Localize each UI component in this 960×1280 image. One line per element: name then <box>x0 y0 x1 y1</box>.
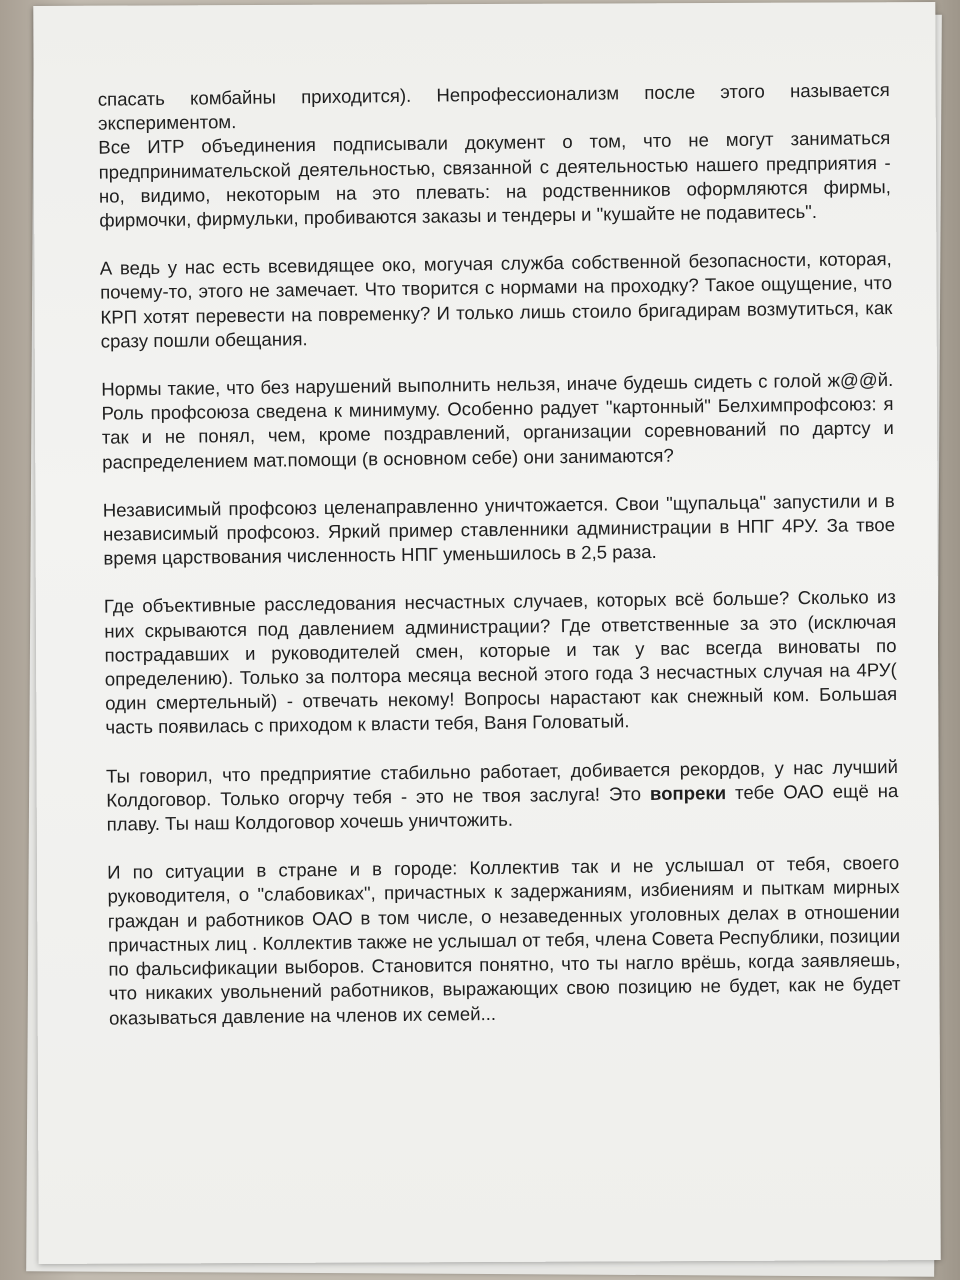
emphasized-word: вопреки <box>649 781 727 804</box>
paragraph-text: Нормы такие, что без нарушений выполнить нельзя, иначе будешь сидеть с голой ж@@й. Роль профсоюза сведена к минимуму. Особенно радует "картонный" Белхимпрофсоюз: я так и не понял, чем, кроме поздравлений, организации соревнований по дартсу и распределением мат.помощи (в основном себе) они занимаются? <box>101 369 894 473</box>
paragraph <box>101 368 894 474</box>
paragraph-text: Где объективные расследования несчастных случаев, которых всё больше? Сколько из них скрываются под давлением администрации? Где ответственные за это (исключая пострадавших и руководителей смен, которые и так у вас всегда виноваты по определению). Только за полтора месяца весной этого года 3 несчастных случая на 4РУ( один смертельный) - отвечать некому! Вопросы нарастают как снежный ком. Большая часть появилась с приходом к власти тебя, Ваня Головатый. <box>103 586 898 739</box>
paragraph <box>104 585 898 740</box>
paragraph-text: Все ИТР объединения подписывали документ о том, что не могут заниматься предпринимательской деятельностью, связанной с деятельностью нашего предприятия - но, видимо, некоторым на это плевать: на родственников оформляются фирмы, фирмочки, фирмульки, пробиваются заказы и тендеры и "кушайте не подавитесь". <box>98 127 892 231</box>
paragraph <box>98 126 891 232</box>
paragraph-text: А ведь у нас есть всевидящее око, могучая служба собственной безопасности, которая, почему-то, этого не замечает. Что творится с нормами на проходку? Такое ощущение, что КРП хотят перевести на повременку? И только лишь стоило бригадирам возмутиться, как сразу пошли обещания. <box>99 248 893 352</box>
paper-sheet <box>33 2 940 1264</box>
paragraph <box>106 755 899 837</box>
paragraph-text: тебе ОАО ещё на плаву. Ты наш Колдоговор хочешь уничтожить. <box>106 779 899 835</box>
paragraph-text: Независимый профсоюз целенаправленно уничтожается. Свои "щупальца" запустили и в независимый профсоюз. Яркий пример ставленники администрации в НПГ 4РУ. За твое время царствования численность НПГ уменьшилось в 2,5 раза. <box>102 489 896 569</box>
paragraph-text: И по ситуации в стране и в городе: Коллектив так и не услышал от тебя, своего руководителя, о "слабовиках", причастных к задержаниям, избиениям и пыткам мирных граждан и работников ОАО в том числе, о незаведенных уголовных делах в отношении причастных лиц . Коллектив также не услышал от тебя, члена Совета Республики, позиции по фальсификации выборов. Становится понятно, что ты нагло врёшь, когда заявляешь, что никаких увольнений работников, выражающих свою позицию не будет, как не будет оказываться давление на членов их семей... <box>107 852 901 1029</box>
paragraph <box>100 247 893 353</box>
paragraph-text: спасать комбайны приходится). Непрофессионализм после этого называется экспериментом. <box>97 79 890 134</box>
paragraph <box>107 851 901 1030</box>
paragraph-text: Ты говорил, что предприятие стабильно работает, добивается рекордов, у нас лучший Колдоговор. Только огорчу тебя - это не твоя заслуга! Это <box>105 755 899 811</box>
document-body <box>98 78 902 1054</box>
paragraph <box>103 489 896 571</box>
